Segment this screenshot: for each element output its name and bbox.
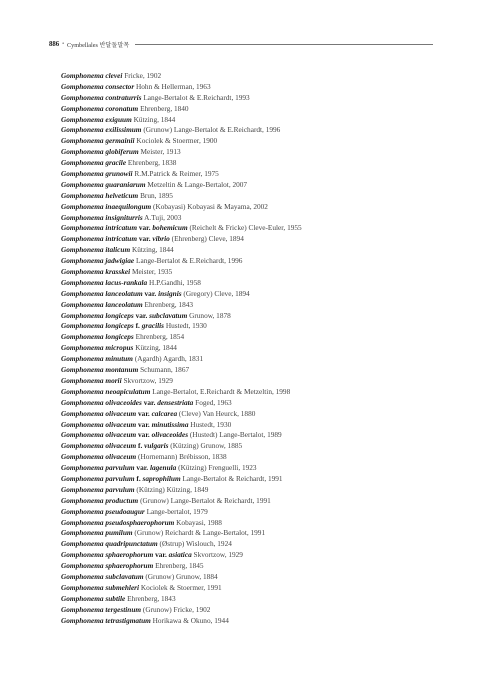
taxon-name: Gomphonema lacus-rankala (61, 277, 148, 287)
taxon-name: Gomphonema parvulum (61, 463, 135, 473)
infraspecific-epithet: gracilis (141, 321, 164, 331)
header-separator: • (62, 41, 64, 47)
taxon-entry (61, 430, 441, 441)
taxon-rank: var. (138, 234, 151, 244)
taxon-rank: var. (138, 419, 150, 429)
infraspecific-epithet: olivaceoides (151, 430, 189, 440)
taxon-name: Gomphonema exilissimum (61, 125, 142, 135)
taxon-name: Gomphonema parvulum (61, 473, 135, 483)
taxon-name: Gomphonema tergestinum (61, 604, 142, 614)
taxon-name: Gomphonema lanceolatum (61, 288, 143, 298)
taxon-entry (61, 485, 441, 496)
taxon-author: Ehrenberg, 1845 (155, 561, 204, 571)
taxon-name: Gomphonema clevei (61, 71, 123, 80)
taxon-author: (Reichelt & Fricke) Cleve-Euler, 1955 (189, 223, 302, 233)
infraspecific-epithet: insignis (158, 288, 182, 298)
taxon-entry (61, 354, 441, 365)
taxon-entry (61, 343, 441, 354)
infraspecific-epithet: asiatica (168, 550, 192, 560)
taxon-entry (61, 321, 441, 332)
infraspecific-epithet: lagenula (149, 463, 177, 473)
taxon-author: Lange-Bertalot & E.Reichardt, 1993 (143, 92, 250, 102)
taxon-author: Grunow, 1878 (189, 310, 231, 320)
taxon-author: Hohn & Hellerman, 1963 (136, 81, 211, 91)
taxon-name: Gomphonema helveticum (61, 190, 139, 200)
taxon-entry (61, 125, 441, 136)
taxon-name: Gomphonema intricatum (61, 223, 138, 233)
taxon-rank: var. (138, 408, 150, 418)
taxon-author: (Kützing) Frenguelli, 1923 (178, 463, 257, 473)
taxon-entry (61, 234, 441, 245)
taxon-author: (Grunow) Fricke, 1902 (142, 604, 211, 614)
taxon-author: Ehrenberg, 1854 (135, 332, 185, 342)
taxon-name: Gomphonema tetrastigmatum (61, 615, 151, 625)
taxon-rank: var. (138, 430, 150, 440)
taxon-name: Gomphonema pumilum (61, 528, 133, 538)
taxon-name: Gomphonema quadripunctatum (61, 539, 158, 549)
taxon-name: Gomphonema submehleri (61, 582, 140, 592)
taxon-entry (61, 572, 441, 583)
taxon-author: Meister, 1913 (140, 147, 181, 157)
taxon-name: Gomphonema olivaceum (61, 452, 137, 462)
taxon-name: Gomphonema lanceolatum (61, 299, 143, 309)
taxon-author: A.Tuji, 2003 (144, 212, 182, 222)
taxon-name: Gomphonema inaequilongum (61, 201, 152, 211)
taxon-entry (61, 409, 441, 420)
taxon-entry (61, 561, 441, 572)
taxon-entry (61, 583, 441, 594)
taxon-entry (61, 463, 441, 474)
taxon-name: Gomphonema longiceps (61, 310, 134, 320)
taxon-entry (61, 223, 441, 234)
taxon-author: (Hustedt) Lange-Bertalot, 1989 (189, 430, 282, 440)
taxon-author: R.M.Patrick & Reimer, 1975 (134, 169, 219, 179)
taxon-name: Gomphonema productum (61, 495, 139, 505)
taxon-entry (61, 398, 441, 409)
taxon-author: Schumann, 1867 (140, 365, 190, 375)
taxon-author: (Ehrenberg) Cleve, 1894 (171, 234, 244, 244)
taxon-author: Kociolek & Stoermer, 1991 (140, 582, 222, 592)
taxon-name: Gomphonema longiceps (61, 332, 134, 342)
taxon-name: Gomphonema morii (61, 375, 122, 385)
taxon-author: Lange-Bertalot & Reichardt, 1991 (182, 473, 283, 483)
taxon-rank: var. (144, 288, 157, 298)
taxon-author: (Grunow) Grunow, 1884 (145, 571, 218, 581)
taxon-author: Ehrenberg, 1840 (140, 103, 189, 113)
taxon-author: Brun, 1895 (140, 190, 173, 200)
taxon-entry (61, 441, 441, 452)
taxon-entry (61, 474, 441, 485)
taxon-entry (61, 496, 441, 507)
taxon-author: Hustedt, 1930 (165, 321, 207, 331)
infraspecific-epithet: saprophilum (142, 473, 181, 483)
taxon-author: Meister, 1935 (131, 267, 173, 277)
running-title: Cymbellales 반달돌말목 (66, 41, 130, 49)
taxon-name: Gomphonema minutum (61, 354, 133, 364)
taxon-rank: var. (143, 397, 156, 407)
taxon-author: Skvortzow, 1929 (193, 550, 243, 560)
taxon-author: Kobayasi, 1988 (176, 517, 222, 527)
taxon-name: Gomphonema jadwigiae (61, 256, 135, 266)
taxon-entry (61, 191, 441, 202)
infraspecific-epithet: densestriata (157, 397, 194, 407)
taxon-author: Kützing, 1844 (131, 245, 174, 255)
taxon-rank: var. (155, 550, 167, 560)
taxon-author: (Cleve) Van Heurck, 1880 (178, 408, 256, 418)
taxon-list (61, 71, 441, 626)
taxon-name: Gomphonema olivaceum (61, 419, 137, 429)
taxon-name: Gomphonema subclavatum (61, 571, 144, 581)
taxon-name: Gomphonema montanum (61, 365, 139, 375)
infraspecific-epithet: bohemicum (152, 223, 188, 233)
taxon-entry (61, 71, 441, 82)
taxon-name: Gomphonema germainii (61, 136, 135, 146)
taxon-name: Gomphonema micropus (61, 343, 134, 353)
taxon-author: (Gregory) Cleve, 1894 (183, 288, 250, 298)
taxon-entry (61, 202, 441, 213)
taxon-author: (Kützing) Grunow, 1885 (170, 441, 243, 451)
taxon-author: Lange-Bertalot, E.Reichardt & Metzeltin, 1998 (152, 386, 291, 396)
taxon-entry (61, 507, 441, 518)
taxon-name: Gomphonema longiceps (61, 321, 134, 331)
taxon-author: (Kützing) Kützing, 1849 (136, 484, 209, 494)
taxon-entry (61, 594, 441, 605)
taxon-entry (61, 147, 441, 158)
taxon-author: (Agardh) Agardh, 1831 (134, 354, 204, 364)
taxon-entry (61, 136, 441, 147)
infraspecific-epithet: calcarea (151, 408, 178, 418)
taxon-author: Foged, 1963 (195, 397, 232, 407)
taxon-rank: var. (135, 310, 148, 320)
taxon-name: Gomphonema parvulum (61, 484, 135, 494)
taxon-entry (61, 387, 441, 398)
page-header (49, 38, 433, 50)
taxon-author: Skvortzow, 1929 (123, 375, 173, 385)
taxon-name: Gomphonema italicum (61, 245, 131, 255)
taxon-entry (61, 213, 441, 224)
taxon-author: Metzeltin & Lange-Bertalot, 2007 (147, 179, 248, 189)
taxon-entry (61, 452, 441, 463)
taxon-author: H.P.Gandhi, 1958 (148, 277, 201, 287)
taxon-name: Gomphonema intricatum (61, 234, 138, 244)
taxon-name: Gomphonema globiferum (61, 147, 139, 157)
taxon-author: (Grunow) Lange-Bertalot & Reichardt, 1991 (140, 495, 271, 505)
taxon-author: Kociolek & Stoermer, 1900 (136, 136, 218, 146)
taxon-name: Gomphonema insigniturris (61, 212, 143, 222)
taxon-entry (61, 278, 441, 289)
taxon-author: Ehrenberg, 1843 (127, 593, 176, 603)
taxon-name: Gomphonema krasskei (61, 267, 131, 277)
taxon-rank: f. (136, 473, 141, 483)
taxon-name: Gomphonema exiguum (61, 114, 132, 124)
taxon-entry (61, 376, 441, 387)
taxon-name: Gomphonema guaraniarum (61, 179, 146, 189)
taxon-entry (61, 289, 441, 300)
taxon-entry (61, 365, 441, 376)
taxon-name: Gomphonema neoapiculatum (61, 386, 151, 396)
taxon-name: Gomphonema pseudoaugur (61, 506, 145, 516)
taxon-entry (61, 93, 441, 104)
taxon-entry (61, 550, 441, 561)
taxon-name: Gomphonema gracile (61, 158, 127, 168)
taxon-author: (Østrup) Wislouch, 1924 (159, 539, 232, 549)
taxon-name: Gomphonema sphaerophorum (61, 550, 154, 560)
taxon-name: Gomphonema olivaceum (61, 430, 137, 440)
taxon-entry (61, 245, 441, 256)
taxon-name: Gomphonema contraturris (61, 92, 142, 102)
taxon-entry (61, 539, 441, 550)
taxon-author: (Grunow) Lange-Bertalot & E.Reichardt, 1996 (143, 125, 281, 135)
taxon-author: Fricke, 1902 (124, 71, 162, 80)
taxon-name: Gomphonema coronatum (61, 103, 139, 113)
page-number: 886 (49, 40, 60, 48)
infraspecific-epithet: vulgaris (144, 441, 169, 451)
taxon-entry (61, 311, 441, 322)
taxon-author: Horikawa & Okuno, 1944 (152, 615, 229, 625)
infraspecific-epithet: vibrio (152, 234, 170, 244)
taxon-author: Ehrenberg, 1838 (127, 158, 177, 168)
taxon-name: Gomphonema consector (61, 81, 135, 91)
taxon-name: Gomphonema olivaceoides (61, 397, 142, 407)
taxon-name: Gomphonema subtile (61, 593, 126, 603)
taxon-entry (61, 528, 441, 539)
taxon-name: Gomphonema olivaceum (61, 441, 137, 451)
taxon-name: Gomphonema olivaceum (61, 408, 137, 418)
taxon-entry (61, 605, 441, 616)
taxon-name: Gomphonema sphaerophorum (61, 561, 154, 571)
taxon-author: Lange-Bertalot & E.Reichardt, 1996 (136, 256, 243, 266)
infraspecific-epithet: minutissima (151, 419, 189, 429)
taxon-entry (61, 518, 441, 529)
taxon-author: Lange-bertalot, 1979 (146, 506, 208, 516)
taxon-entry (61, 267, 441, 278)
taxon-rank: var. (136, 463, 149, 473)
taxon-entry (61, 616, 441, 627)
taxon-name: Gomphonema pseudosphaerophorum (61, 517, 175, 527)
taxon-entry (61, 420, 441, 431)
taxon-author: Ehrenberg, 1843 (144, 299, 194, 309)
taxon-author: (Kobayasi) Kobayasi & Mayama, 2002 (153, 201, 268, 211)
header-rule (135, 44, 433, 45)
infraspecific-epithet: subclavatum (149, 310, 188, 320)
taxon-entry (61, 256, 441, 267)
taxon-entry (61, 104, 441, 115)
taxon-entry (61, 115, 441, 126)
taxon-entry (61, 169, 441, 180)
taxon-author: Kützing, 1844 (135, 343, 177, 353)
taxon-author: Hustedt, 1930 (190, 419, 232, 429)
taxon-author: (Hornemann) Brébisson, 1838 (138, 452, 227, 462)
taxon-entry (61, 158, 441, 169)
taxon-author: Kützing, 1844 (133, 114, 176, 124)
taxon-entry (61, 180, 441, 191)
taxon-author: (Grunow) Reichardt & Lange-Bertalot, 1991 (134, 528, 266, 538)
taxon-rank: var. (138, 223, 151, 233)
taxon-name: Gomphonema grunowii (61, 169, 133, 179)
taxon-rank: f. (135, 321, 140, 331)
taxon-rank: f. (138, 441, 143, 451)
taxon-entry (61, 300, 441, 311)
taxon-entry (61, 332, 441, 343)
taxon-entry (61, 82, 441, 93)
